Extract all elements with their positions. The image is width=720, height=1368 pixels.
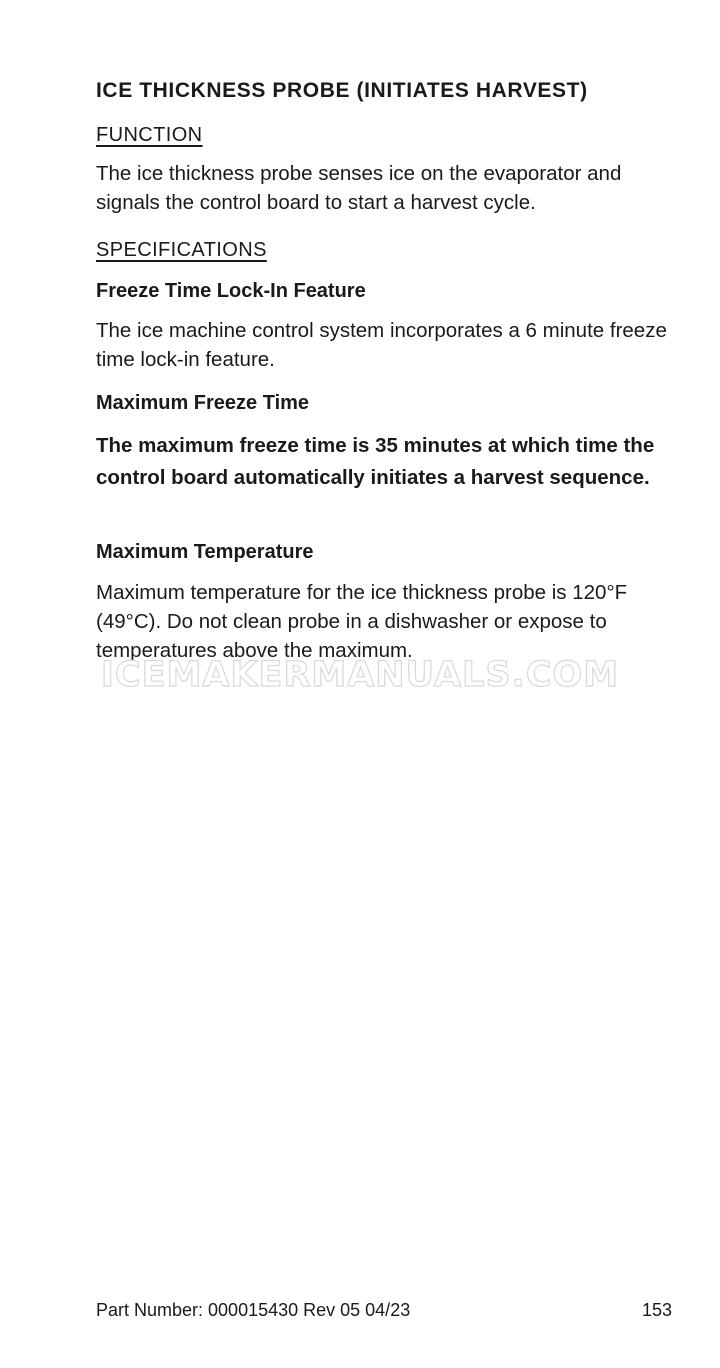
function-text: The ice thickness probe senses ice on the evaporator and signals the control board to start a harvest cycle. bbox=[96, 162, 622, 214]
max-freeze-text: The maximum freeze time is 35 minutes at which time the control board automatically initiates a harvest sequence. bbox=[96, 434, 655, 489]
specifications-heading: SPECIFICATIONS bbox=[96, 239, 267, 261]
footer-page-number: 153 bbox=[641, 1300, 672, 1320]
footer-part-number: Part Number: 000015430 Rev 05 04/23 bbox=[96, 1300, 411, 1320]
lock-in-text: The ice machine control system incorporates a 6 minute freeze time lock-in feature. bbox=[96, 319, 667, 371]
max-temp-text: Maximum temperature for the ice thickness probe is 120°F (49°C). Do not clean probe in a dishwasher or expose to temperatures above the maximum. bbox=[96, 581, 628, 662]
max-freeze-heading: Maximum Freeze Time bbox=[96, 392, 310, 414]
function-heading: FUNCTION bbox=[96, 124, 203, 146]
watermark: ICEMAKERMANUALS.COM bbox=[100, 655, 620, 695]
section-title: ICE THICKNESS PROBE (INITIATES HARVEST) bbox=[96, 79, 588, 102]
lock-in-heading: Freeze Time Lock-In Feature bbox=[96, 280, 366, 302]
max-temp-heading: Maximum Temperature bbox=[96, 541, 314, 563]
